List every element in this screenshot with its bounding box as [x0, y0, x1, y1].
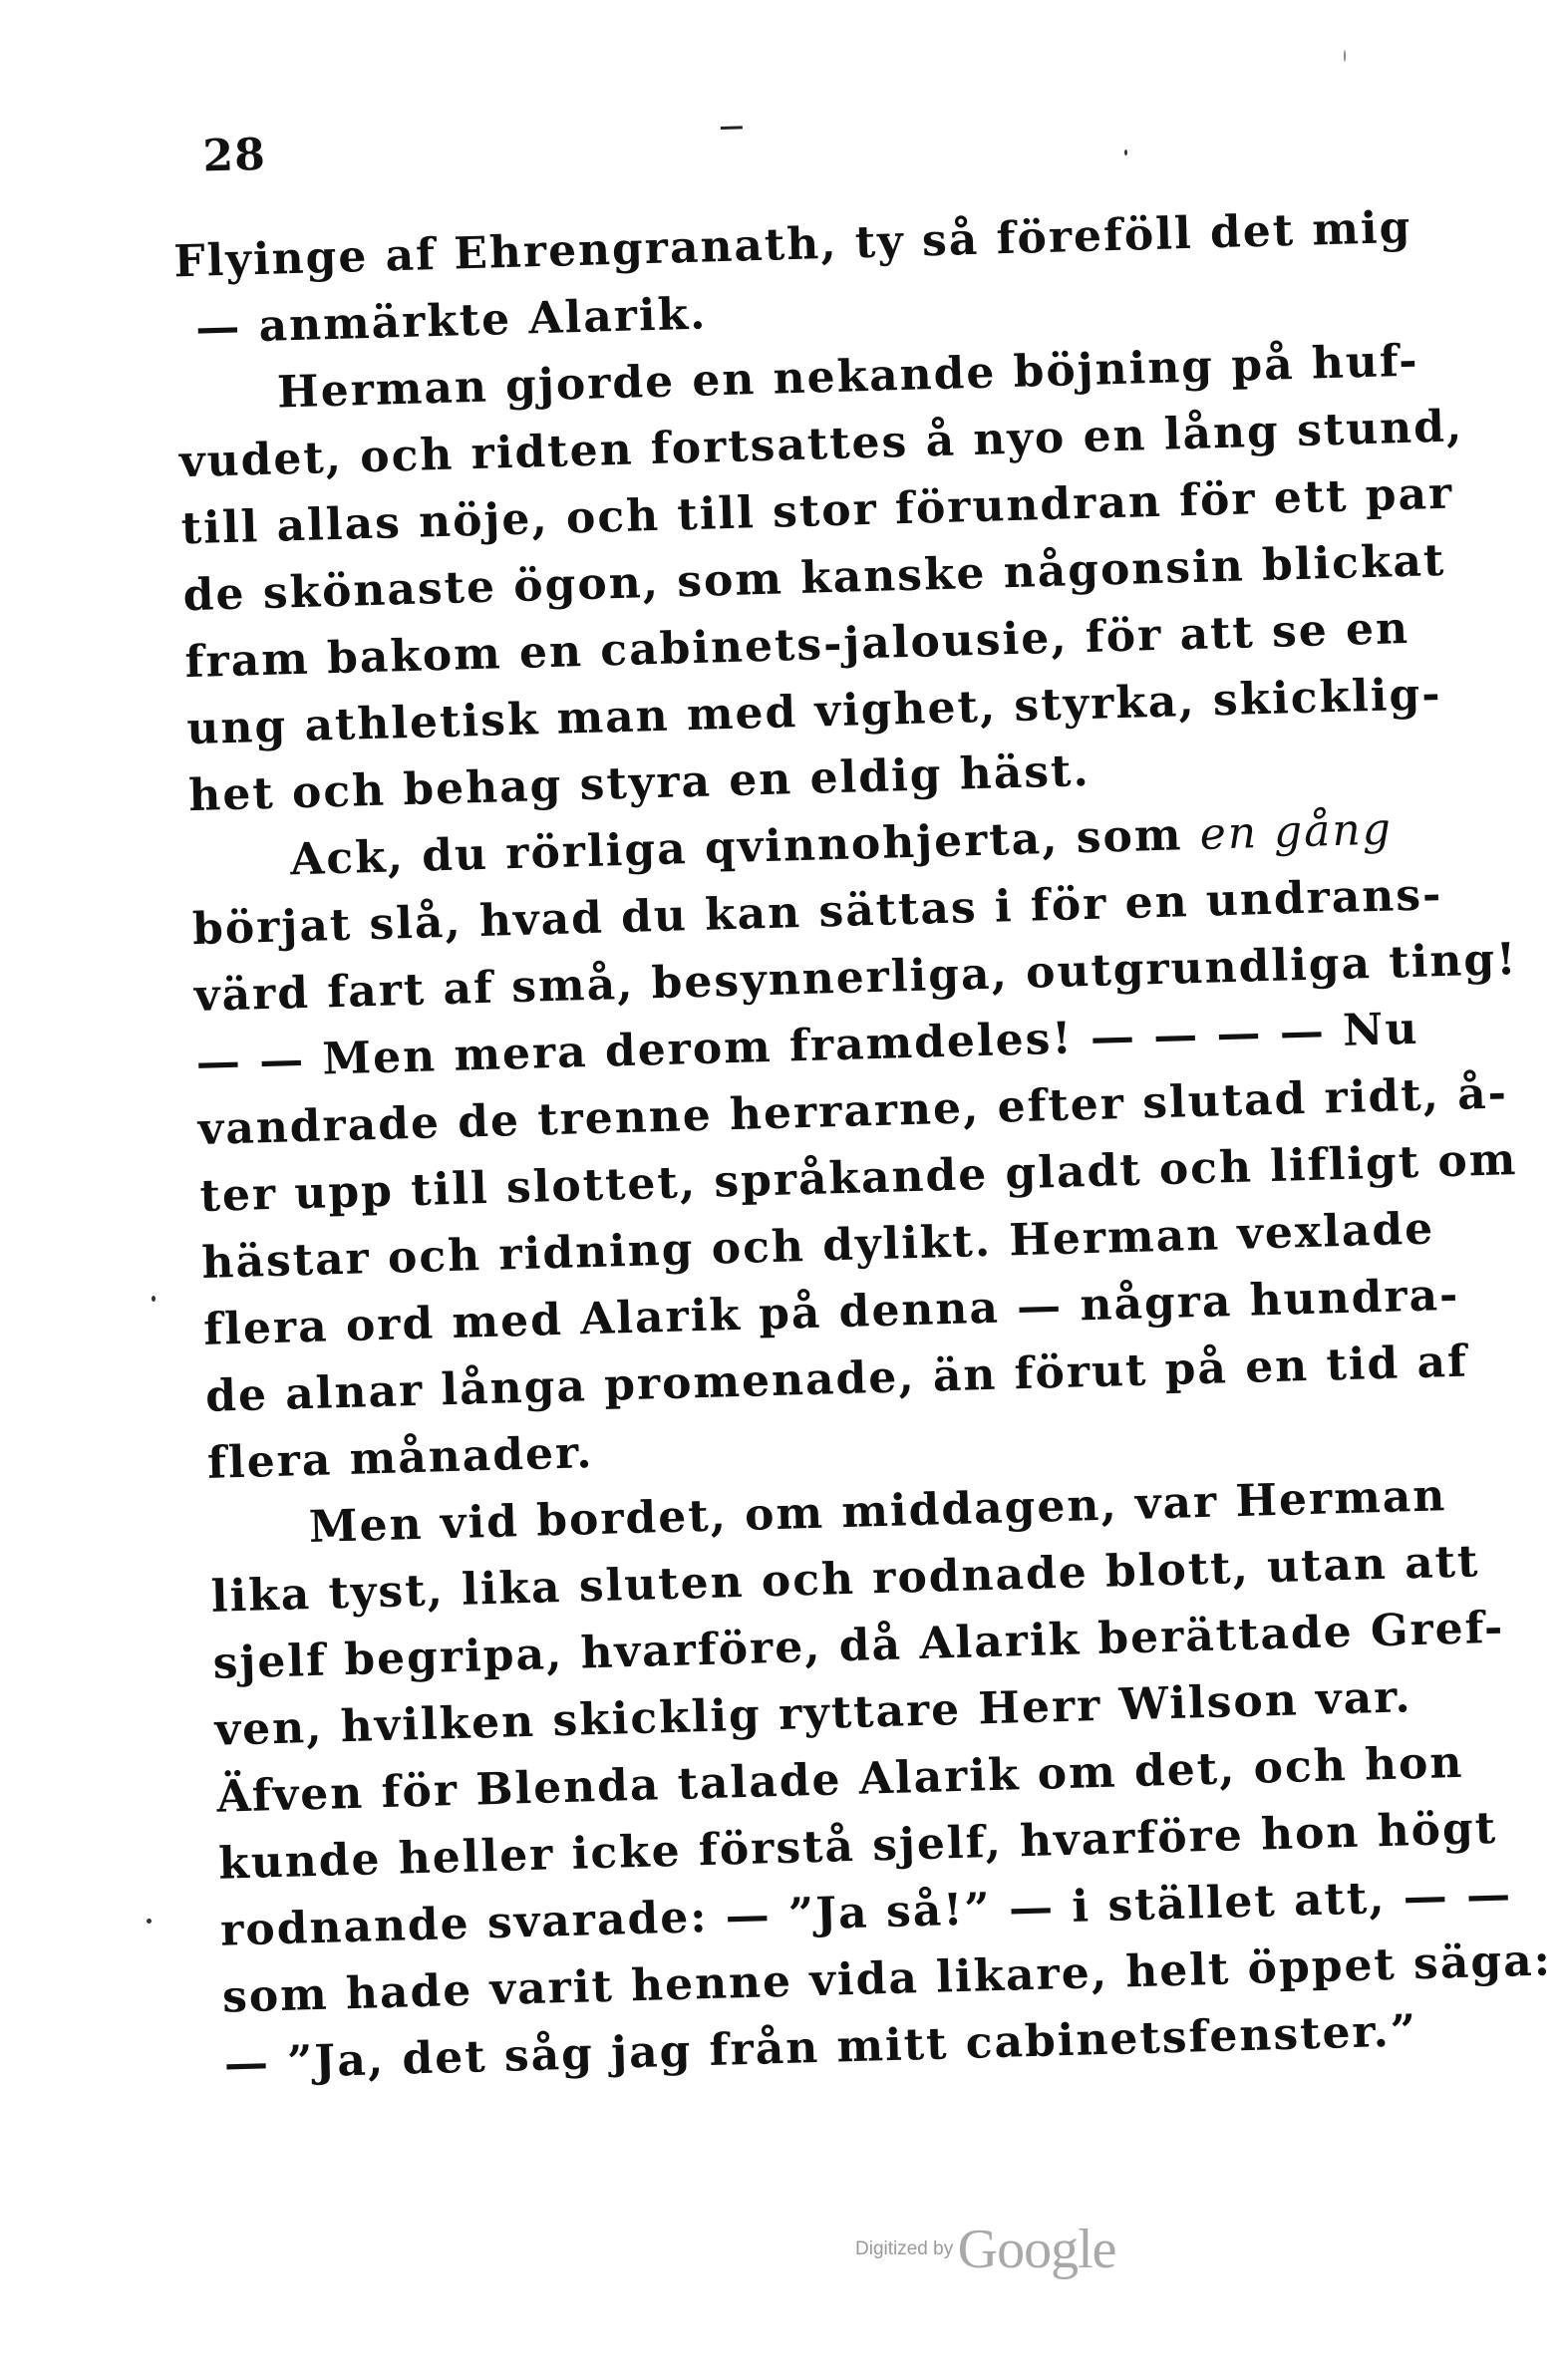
text-segment: Ack, du rörliga qvinnohjerta, som: [289, 809, 1184, 886]
digitized-by-watermark: [855, 2218, 1116, 2281]
text-line: het och behag styra en eldig häst.: [187, 744, 1092, 822]
scan-speck: [1344, 50, 1346, 62]
stray-dash-mark: [721, 126, 743, 130]
text-line: börjat slå, hvad du kan sättas i för en undrans-: [191, 869, 1443, 956]
text-line: som hade varit henne vida likare, helt öppet säga:: [221, 1934, 1553, 2023]
scan-speck: [147, 1919, 152, 1924]
page-number: 28: [201, 129, 267, 182]
text-line: de skönaste ögon, som kanske någonsin blickat: [182, 534, 1446, 622]
text-line: rodnande svarade: — ”Ja så!” — i stället att, — —: [219, 1869, 1513, 1956]
text-line: — anmärkte Alarik.: [194, 288, 709, 354]
text-line: Herman gjorde en nekande böjning på huf-: [276, 335, 1420, 419]
text-line: värd fart af små, besynnerliga, outgrundliga ting!: [193, 933, 1519, 1023]
text-line: till allas nöje, och till stor förundran för ett par: [180, 467, 1454, 555]
italic-phrase: en gång: [1198, 803, 1394, 860]
text-line: ung athletisk man med vighet, styrka, skicklig-: [185, 669, 1443, 755]
text-line: flera månader.: [206, 1427, 595, 1489]
text-line: — — Men mera derom framdeles! — — — — Nu: [195, 1003, 1420, 1089]
body-text: [172, 197, 1553, 2097]
text-line: vandrade de trenne herrarne, efter slutad ridt, å-: [197, 1067, 1509, 1155]
text-line: sjelf begripa, hvarföre, då Alarik berättade Gref-: [211, 1602, 1505, 1689]
scan-speck: [1124, 149, 1127, 155]
text-line: vudet, och ridten fortsattes å nyo en lång stund,: [178, 401, 1464, 488]
watermark-prefix: Digitized by: [855, 2238, 954, 2259]
text-line: ter upp till slottet, språkande gladt och lifligt om: [198, 1134, 1518, 1222]
text-line: kunde heller icke förstå sjelf, hvarföre hon högt: [217, 1802, 1498, 1890]
text-line: ven, hvilken skicklig ryttare Herr Wilson var.: [213, 1671, 1413, 1756]
text-line: lika tyst, lika sluten och rodnade blott, utan att: [210, 1536, 1481, 1623]
text-line: fram bakom en cabinets-jalousie, för att se en: [183, 602, 1410, 689]
google-logo: Google: [957, 2219, 1116, 2280]
scan-speck: [152, 1296, 156, 1302]
text-line: Men vid bordet, om middagen, var Herman: [308, 1470, 1447, 1554]
text-line: hästar och ridning och dylikt. Herman vexlade: [200, 1203, 1435, 1289]
text-line: de alnar långa promenade, än förut på en tid af: [204, 1336, 1469, 1422]
text-line: flera ord med Alarik på denna — några hundra-: [202, 1269, 1460, 1355]
text-line: Äfven för Blenda talade Alarik om det, och hon: [215, 1736, 1465, 1823]
text-line: — ”Ja, det såg jag från mitt cabinetsfenster.”: [223, 2005, 1418, 2090]
text-line: Flyinge af Ehrengranath, ty så föreföll det mig: [172, 201, 1413, 288]
